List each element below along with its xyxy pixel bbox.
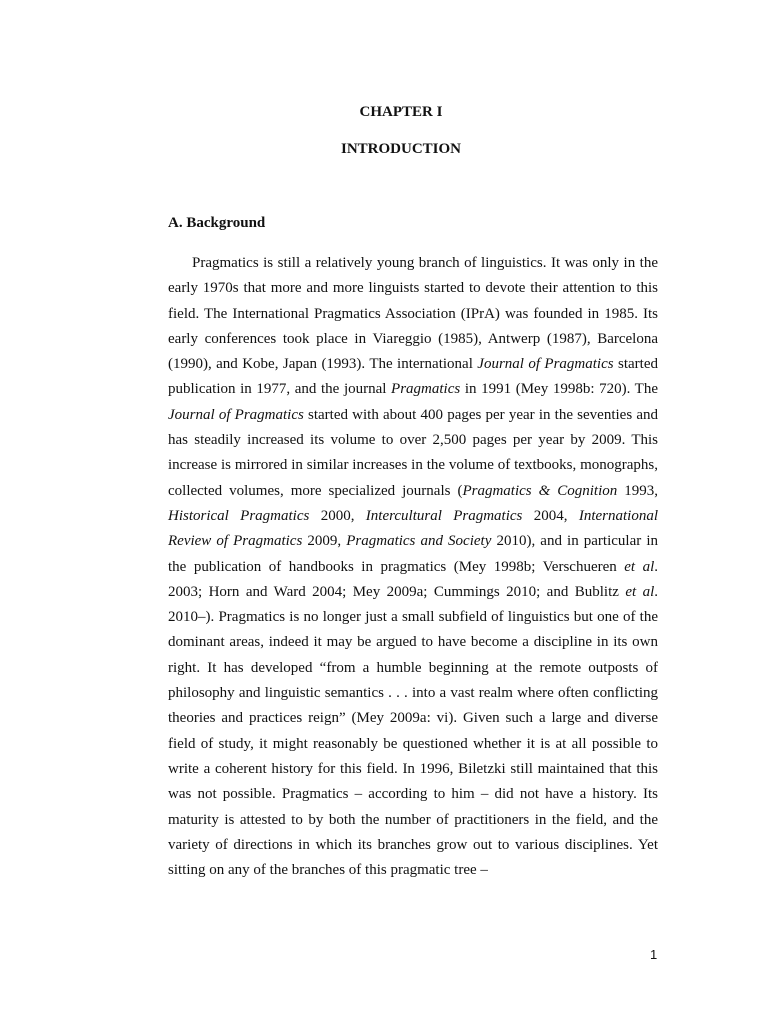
paragraph-run-italic: et al <box>624 558 655 575</box>
paragraph-run: 1993, <box>617 482 659 499</box>
paragraph-run: 2004, <box>522 507 579 524</box>
paragraph-run-italic: Journal of Pragmatics <box>168 406 304 423</box>
paragraph-run-italic: Pragmatics <box>391 381 461 398</box>
paragraph-run: Pragmatics is still a relatively young branch of linguistics. It was only in the early 1970s that more and more linguists started to devote their attention to this field. The International Pragmatics Association (IPrA) was founded in 1985. Its early conferences took place in Viareggio (1985), Antwerp (1987), Barcelona (1990), and Kobe, Japan (1993). The international <box>168 255 658 373</box>
paragraph-run-italic: Journal of Pragmatics <box>477 356 614 373</box>
paragraph-run-italic: Pragmatics and Society <box>346 533 492 550</box>
chapter-title: INTRODUCTION <box>340 141 461 157</box>
paragraph-run-italic: Historical Pragmatics <box>168 507 310 524</box>
section-heading: A. Background <box>168 215 266 231</box>
chapter-number: CHAPTER I <box>359 104 443 120</box>
paragraph-run: . 2010–). Pragmatics is no longer just a small subfield of linguistics but one of the dominant areas, indeed it may be argued to have become a discipline in its own right. It has developed “from a humble beginning at the remote outposts of philosophy and linguistic semantics . . . into a vast realm where often conflicting theories and practices reign” (Mey 2009a: vi). Given such a large and diverse field of study, it might reasonably be questioned whether it is at all possible to write a coherent history for this field. In 1996, Biletzki still maintained that this was not possible. Pragmatics – according to him – did not have a history. Its maturity is attested to by both the number of practitioners in the field, and the variety of directions in which its branches grow out to various disciplines. Yet sitting on any of the branches of this pragmatic tree – <box>168 583 658 879</box>
paragraph-run: 2000, <box>309 507 366 524</box>
paragraph-run-italic: Pragmatics & Cognition <box>462 482 618 499</box>
paragraph-run: . 2003; Horn and Ward 2004; Mey 2009a; Cummings 2010; and Bublitz <box>168 558 658 600</box>
paragraph-run-italic: et al <box>625 583 655 600</box>
paragraph-run: in 1991 (Mey 1998b: 720). The <box>460 381 659 398</box>
paragraph-run: 2010), and in particular in the publication of handbooks in pragmatics (Mey 1998b; Verschueren <box>168 533 658 575</box>
page-number: 1 <box>650 947 658 962</box>
body-paragraph <box>168 251 658 883</box>
paragraph-run: started publication in 1977, and the journal <box>168 356 659 398</box>
paragraph-run: 2009, <box>302 533 347 550</box>
paragraph-run-italic: International Review of Pragmatics <box>168 507 658 550</box>
paragraph-run-italic: Intercultural Pragmatics <box>365 507 523 524</box>
paragraph-run: started with about 400 pages per year in the seventies and has steadily increased its volume to over 2,500 pages per year by 2009. This increase is mirrored in similar increases in the volume of textbooks, monographs, collected volumes, more specialized journals ( <box>168 406 658 499</box>
